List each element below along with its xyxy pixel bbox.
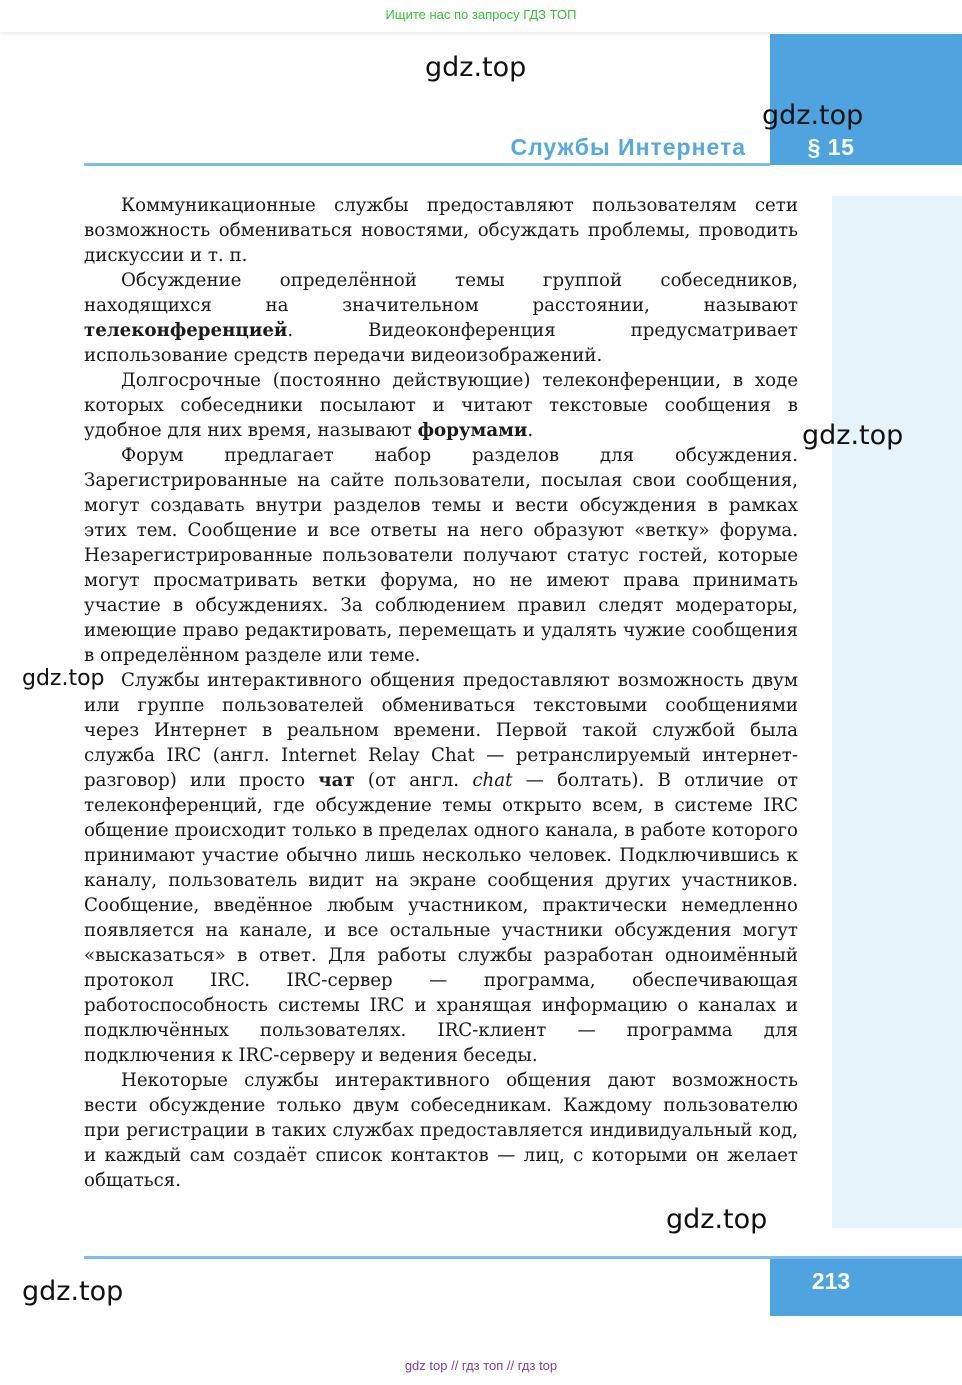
text-run: — болтать). В отличие от телеконференций, где обсуждение темы открыто всем, в системе IRC общение происходит только в пределах одного канала, в работе которого принимают участие обычно лишь несколько человек. Подключившись к каналу, пользователь видит на экране сообщения других участников. Сообщение, введённое любым участником, практически немедленно появляется на канале, и все остальные участники обсуждения могут «высказаться» в ответ. Для работы службы разработан одноимённый протокол IRC. IRC-сервер — программа, обеспечивающая работоспособность системы IRC и хранящая информацию о каналах и подключённых пользователях. IRC-клиент — программа для подключения к IRC-серверу и ведения беседы. xyxy=(84,770,798,1066)
text-run: Коммуникационные службы предоставляют пользователям сети возможность обмениваться новостями, обсуждать проблемы, проводить дискуссии и т. п. xyxy=(84,195,798,266)
term: чат xyxy=(318,770,355,791)
top-banner[interactable]: Ищите нас по запросу ГДЗ ТОП xyxy=(0,0,962,32)
text-run: Службы интерактивного общения предоставляют возможность двум или группе пользователей обмениваться текстовыми сообщениями через Интернет в реальном времени. Первой такой службой была служба IRC (англ. Internet Relay Chat — ретранслируемый интернет-разговор) или просто xyxy=(84,670,798,791)
watermark: gdz.top xyxy=(802,420,904,451)
text-run: Некоторые службы интерактивного общения дают возможность вести обсуждение только двум собеседникам. Каждому пользователю при регистрации в таких службах предоставляется индивидуальный код, и каждый сам создаёт список контактов — лиц, с которыми он желает общаться. xyxy=(84,1070,798,1191)
chapter-title: Службы Интернета xyxy=(510,134,746,160)
emphasis: chat xyxy=(472,770,513,791)
header-rule xyxy=(84,163,770,166)
watermark: gdz.top xyxy=(762,100,864,131)
footer-links[interactable]: gdz top // гдз топ // гдз top xyxy=(404,1358,558,1373)
paragraph xyxy=(84,668,798,1068)
paragraph xyxy=(84,193,798,268)
text-run: Обсуждение определённой темы группой собеседников, находящихся на значительном расстоянии, называют xyxy=(84,270,798,316)
paragraph xyxy=(84,268,798,368)
margin-band xyxy=(832,196,962,1228)
term: форумами xyxy=(417,420,528,441)
section-number: § 15 xyxy=(807,134,855,160)
body-text xyxy=(84,193,798,1193)
page-number: 213 xyxy=(811,1268,851,1294)
text-run: . Видеоконференция предусматривает использование средств передачи видеоизображений. xyxy=(84,320,798,366)
watermark: gdz.top xyxy=(22,666,105,691)
text-run: . xyxy=(527,420,534,441)
paragraph xyxy=(84,368,798,443)
text-run: (от англ. xyxy=(354,770,473,791)
watermark: gdz.top xyxy=(22,1276,124,1307)
term: телеконференцией xyxy=(84,320,288,341)
watermark: gdz.top xyxy=(666,1204,768,1235)
text-run: Форум предлагает набор разделов для обсуждения. Зарегистрированные на сайте пользователи, посылая свои сообщения, могут создавать внутри разделов темы и вести обсуждения в рамках этих тем. Сообщение и все ответы на него образуют «ветку» форума. Незарегистрированные пользователи получают статус гостей, которые могут просматривать ветки форума, но не имеют права принимать участие в обсуждениях. За соблюдением правил следят модераторы, имеющие право редактировать, перемещать и удалять чужие сообщения в определённом разделе или теме. xyxy=(84,445,798,666)
paragraph xyxy=(84,1068,798,1193)
watermark: gdz.top xyxy=(425,52,527,83)
paragraph xyxy=(84,443,798,668)
text-run: Долгосрочные (постоянно действующие) телеконференции, в ходе которых собеседники посылают и читают текстовые сообщения в удобное для них время, называют xyxy=(84,370,798,441)
